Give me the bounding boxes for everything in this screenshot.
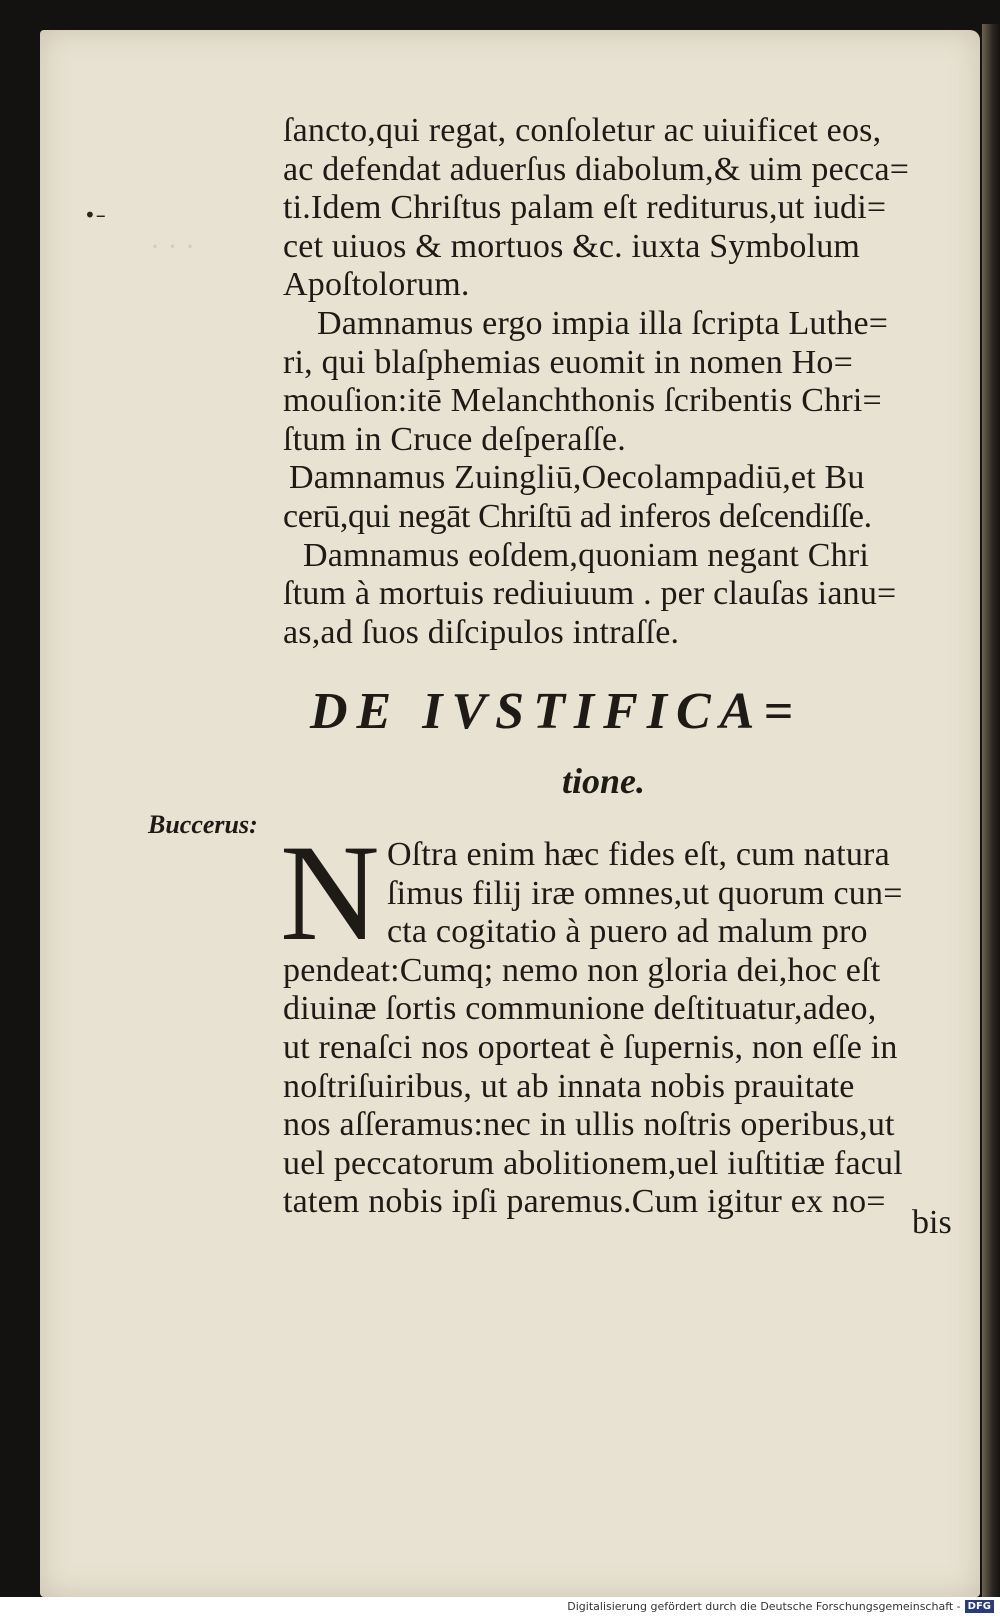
text-line: as,ad ſuos diſcipulos intraſſe. bbox=[283, 613, 680, 651]
section-heading: DE IVSTIFICA= bbox=[310, 683, 802, 740]
text-line: Oſtra enim hæc fides eſt, cum natura bbox=[387, 836, 890, 873]
text-line: ſtum à mortuis rediuiuum . per clauſas ianu= bbox=[283, 575, 897, 613]
text-line: cet uiuos & mortuos &c. iuxta Symbolum bbox=[283, 227, 861, 265]
text-line: Apoſtolorum. bbox=[283, 266, 470, 304]
drop-cap-initial: N bbox=[280, 816, 380, 969]
footer-text: Digitalisierung gefördert durch die Deutsche Forschungsgemeinschaft - bbox=[567, 1600, 961, 1613]
text-line: ſimus filij iræ omnes,ut quorum cun= bbox=[387, 874, 903, 912]
text-line: nos aſſeramus:nec in ullis noſtris operibus,ut bbox=[283, 1106, 895, 1144]
page-edge bbox=[982, 24, 1000, 1597]
catchword: bis bbox=[912, 1204, 952, 1241]
text-line: ri, qui blaſphemias euomit in nomen Ho= bbox=[283, 343, 853, 381]
text-line: ut renaſci nos oporteat è ſupernis, non eſſe in bbox=[283, 1028, 898, 1066]
text-line: pendeat:Cumq; nemo non gloria dei,hoc eſt bbox=[283, 951, 881, 989]
text-line: tatem nobis ipſi paremus.Cum igitur ex no= bbox=[283, 1183, 886, 1221]
text-line: cta cogitatio à puero ad malum pro bbox=[387, 913, 868, 951]
text-line: uel peccatorum abolitionem,uel iuſtitiæ facul bbox=[283, 1144, 903, 1182]
dfg-logo: DFG bbox=[965, 1600, 994, 1613]
margin-mark: •– bbox=[84, 203, 106, 227]
text-line: ac defendat aduerſus diabolum,& uim pecca= bbox=[283, 150, 910, 188]
digitization-footer bbox=[0, 1597, 1000, 1617]
text-line: cerū,qui negāt Chriſtū ad inferos deſcendiſſe. bbox=[283, 497, 872, 535]
text-block-lower bbox=[283, 836, 973, 1222]
text-line: mouſion:itē Melanchthonis ſcribentis Chri= bbox=[283, 382, 882, 420]
margin-note: Buccerus: bbox=[148, 810, 258, 839]
text-line: noſtriſuiribus, ut ab innata nobis prauitate bbox=[283, 1067, 855, 1105]
text-line: Damnamus Zuingliū,Oecolampadiū,et Bu bbox=[289, 459, 865, 497]
bleed-through: · · · bbox=[150, 230, 195, 263]
text-line: Damnamus ergo impia illa ſcripta Luthe= bbox=[317, 304, 889, 342]
text-line: ti.Idem Chriſtus palam eſt rediturus,ut iudi= bbox=[283, 189, 887, 227]
section-heading-continuation: tione. bbox=[562, 761, 646, 801]
text-line: diuinæ ſortis communione deſtituatur,adeo, bbox=[283, 990, 877, 1028]
text-line: ſtum in Cruce deſperaſſe. bbox=[283, 420, 626, 458]
text-block-upper bbox=[283, 112, 973, 652]
text-line: ſancto,qui regat, conſoletur ac uiuificet eos, bbox=[283, 112, 882, 149]
text-line: Damnamus eoſdem,quoniam negant Chri bbox=[303, 536, 869, 574]
